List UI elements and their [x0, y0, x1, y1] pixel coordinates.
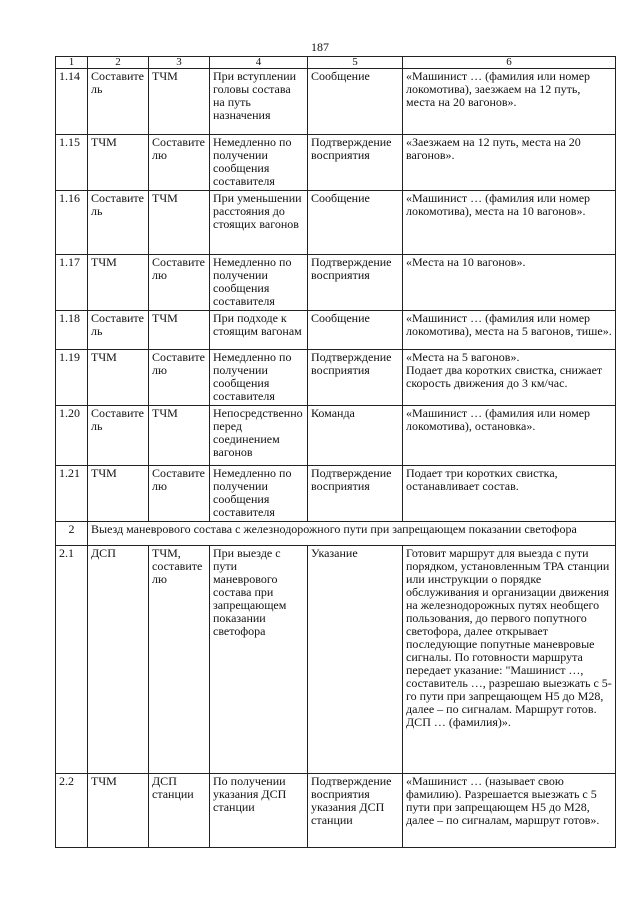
message-type-cell: Сообщение [308, 311, 403, 350]
column-header: 4 [210, 57, 308, 69]
sender-cell: ТЧМ [88, 774, 149, 848]
row-number: 1.20 [56, 406, 88, 466]
message-text-cell: «Машинист … (называет свою фамилию). Разрешается выезжать с 5 пути при запрещающем Н5 до М28, далее – по сигналам, маршрут готов». [403, 774, 616, 848]
sender-cell: ТЧМ [88, 255, 149, 311]
row-number: 1.19 [56, 350, 88, 406]
message-type-cell: Команда [308, 406, 403, 466]
header-row [56, 57, 616, 69]
message-type-cell: Подтверждение восприятия [308, 135, 403, 191]
row-number: 1.14 [56, 69, 88, 135]
timing-cell: При выезде с пути маневрового состава при запрещающем показании светофора [210, 546, 308, 774]
message-text-cell: «Места на 5 вагонов». Подает два коротких свистка, снижает скорость движения до 3 км/час. [403, 350, 616, 406]
timing-cell: Немедленно по получении сообщения составителя [210, 350, 308, 406]
row-number: 1.15 [56, 135, 88, 191]
row-number: 2.2 [56, 774, 88, 848]
message-text-cell: Подает три коротких свистка, останавливает состав. [403, 466, 616, 522]
row-number: 1.21 [56, 466, 88, 522]
table-row [56, 546, 616, 774]
recipient-cell: Составителю [149, 350, 210, 406]
recipient-cell: Составителю [149, 135, 210, 191]
table-row [56, 191, 616, 255]
message-type-cell: Подтверждение восприятия [308, 255, 403, 311]
message-type-cell: Сообщение [308, 69, 403, 135]
message-type-cell: Подтверждение восприятия [308, 350, 403, 406]
column-header: 1 [56, 57, 88, 69]
sender-cell: ТЧМ [88, 466, 149, 522]
recipient-cell: Составителю [149, 466, 210, 522]
section-row [56, 522, 616, 546]
table-row [56, 255, 616, 311]
table-row [56, 135, 616, 191]
row-number: 2.1 [56, 546, 88, 774]
recipient-cell: ТЧМ [149, 311, 210, 350]
table-row [56, 350, 616, 406]
recipient-cell: ТЧМ, составителю [149, 546, 210, 774]
timing-cell: Непосредственно перед соединением вагонов [210, 406, 308, 466]
message-type-cell: Указание [308, 546, 403, 774]
page-number: 187 [311, 40, 329, 54]
procedure-table [55, 56, 616, 848]
sender-cell: ТЧМ [88, 350, 149, 406]
recipient-cell: ТЧМ [149, 191, 210, 255]
sender-cell: ДСП [88, 546, 149, 774]
message-text-cell: «Машинист … (фамилия или номер локомотива), места на 10 вагонов». [403, 191, 616, 255]
message-type-cell: Сообщение [308, 191, 403, 255]
column-header: 5 [308, 57, 403, 69]
row-number: 1.18 [56, 311, 88, 350]
timing-cell: При подходе к стоящим вагонам [210, 311, 308, 350]
sender-cell: Составитель [88, 311, 149, 350]
message-text-cell: «Машинист … (фамилия или номер локомотива), места на 5 вагонов, тише». [403, 311, 616, 350]
table-row [56, 406, 616, 466]
row-number: 1.16 [56, 191, 88, 255]
section-number: 2 [56, 522, 88, 546]
message-text-cell: «Места на 10 вагонов». [403, 255, 616, 311]
table-row [56, 466, 616, 522]
message-text-cell: Готовит маршрут для выезда с пути порядком, установленным ТРА станции или инструкции о порядке обслуживания и организации движения на железнодорожных путях необщего пользования, до первого попутного светофора, далее открывает последующие попутные маневровые сигналы. По готовности маршрута передает указание: "Машинист …, составитель …, разрешаю выезжать с 5-го пути при запрещающем Н5 до М28, далее – по сигналам. Маршрут готов. ДСП … (фамилия)». [403, 546, 616, 774]
timing-cell: Немедленно по получении сообщения составителя [210, 135, 308, 191]
recipient-cell: Составителю [149, 255, 210, 311]
message-type-cell: Подтверждение восприятия указания ДСП станции [308, 774, 403, 848]
message-text-cell: «Заезжаем на 12 путь, места на 20 вагонов». [403, 135, 616, 191]
sender-cell: Составитель [88, 406, 149, 466]
message-type-cell: Подтверждение восприятия [308, 466, 403, 522]
column-header: 6 [403, 57, 616, 69]
table-row [56, 311, 616, 350]
sender-cell: Составитель [88, 191, 149, 255]
section-title: Выезд маневрового состава с железнодорожного пути при запрещающем показании светофора [88, 522, 616, 546]
timing-cell: По получении указания ДСП станции [210, 774, 308, 848]
timing-cell: Немедленно по получении сообщения составителя [210, 255, 308, 311]
recipient-cell: ТЧМ [149, 406, 210, 466]
row-number: 1.17 [56, 255, 88, 311]
timing-cell: При вступлении головы состава на путь назначения [210, 69, 308, 135]
column-header: 2 [88, 57, 149, 69]
sender-cell: Составитель [88, 69, 149, 135]
recipient-cell: ТЧМ [149, 69, 210, 135]
sender-cell: ТЧМ [88, 135, 149, 191]
table-row [56, 69, 616, 135]
timing-cell: Немедленно по получении сообщения составителя [210, 466, 308, 522]
column-header: 3 [149, 57, 210, 69]
recipient-cell: ДСП станции [149, 774, 210, 848]
message-text-cell: «Машинист … (фамилия или номер локомотива), заезжаем на 12 путь, места на 20 вагонов». [403, 69, 616, 135]
message-text-cell: «Машинист … (фамилия или номер локомотива), остановка». [403, 406, 616, 466]
timing-cell: При уменьшении расстояния до стоящих вагонов [210, 191, 308, 255]
table-row [56, 774, 616, 848]
